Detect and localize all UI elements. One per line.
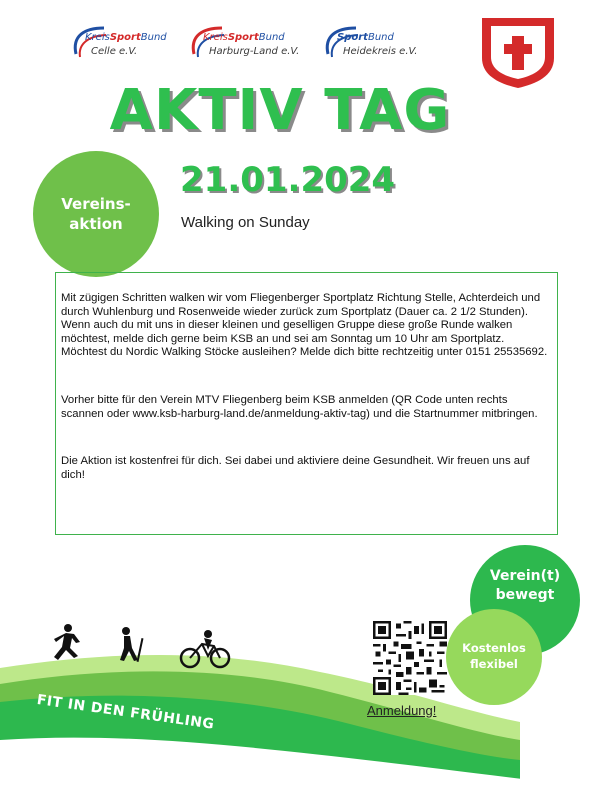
runner-icon — [54, 624, 80, 660]
description-box — [55, 272, 558, 535]
event-subtitle: Walking on Sunday — [181, 214, 310, 231]
page-title: AKTIV TAG — [109, 78, 451, 143]
logo-swoosh-icon — [70, 22, 110, 64]
description-paragraph-3: Die Aktion ist kostenfrei für dich. Sei dabei und aktiviere deine Gesundheit. Wir freuen uns auf dich! — [61, 455, 530, 481]
hiker-icon — [120, 627, 143, 662]
logo-ksb-celle: KreisSportBund Celle e.V. — [70, 22, 185, 64]
logo-sportbund-heidekreis: SportBund Heidekreis e.V. — [322, 22, 437, 64]
badge-kostenlos-flexibel: Kostenlos flexibel — [446, 609, 542, 705]
logo-swoosh-icon — [188, 22, 228, 64]
badge-vereinsaktion: Vereins- aktion — [33, 151, 159, 277]
logo-swoosh-icon — [322, 22, 362, 64]
cyclist-icon — [181, 630, 229, 667]
qr-code[interactable] — [371, 621, 449, 695]
description-paragraph-2: Vorher bitte für den Verein MTV Fliegenberg beim KSB anmelden (QR Code unten rechts scannen oder www.ksb-harburg-land.de/anmeldung-aktiv-tag) und die Startnummer mitbringen. — [61, 394, 538, 420]
logo-ksb-harburg-land: KreisSportBund Harburg-Land e.V. — [188, 22, 316, 64]
registration-link[interactable]: Anmeldung! — [367, 703, 437, 718]
slogan: FIT IN DEN FRÜHLING — [35, 692, 216, 733]
badge-verein-bewegt: Verein(t) bewegt — [470, 545, 580, 655]
sport-silhouettes — [44, 622, 234, 672]
description-paragraph-1: Mit zügigen Schritten walken wir vom Fliegenberger Sportplatz Richtung Stelle, Achterdeich und durch Wuhlenburg und Rosenweide wieder zurück zum Sportplatz (Dauer ca. 2 1/2 Stunden). Wenn auch du mit uns in dieser kleinen und geselligen Gruppe diese große Runde walken möchtest, melde dich gerne beim KSB an und sei am Sonntag um 10 Uhr am Sportplatz. Möchtest du Nordic Walking Stöcke ausleihen? Melde dich bitte rechtzeitig unter 0151 25535692. — [61, 292, 548, 358]
event-date: 21.01.2024 — [180, 160, 396, 200]
